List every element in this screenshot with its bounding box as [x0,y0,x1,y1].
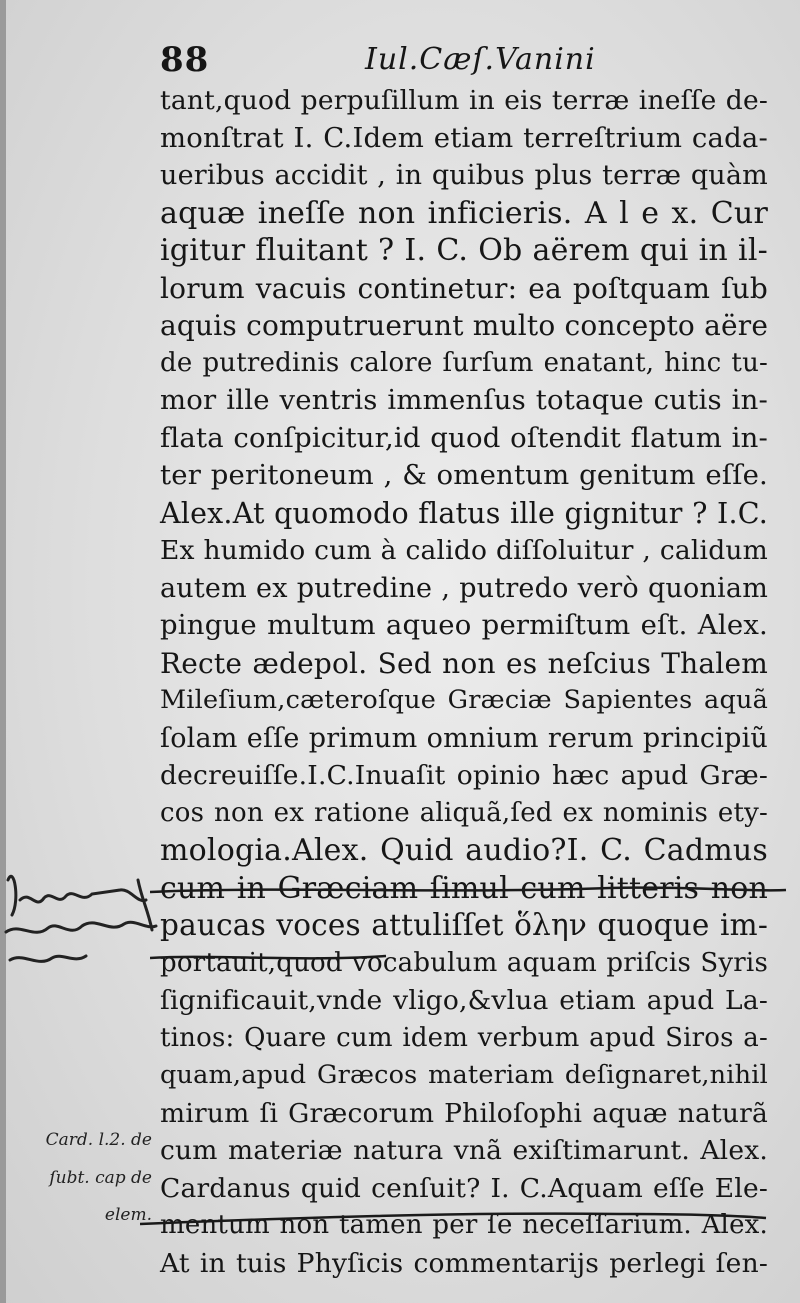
margin-note-line: ſubt. cap de [49,1167,152,1188]
text-line: Ex humido cum à calido diſſoluitur , calidum [160,535,768,566]
text-line: Mileſium,cæteroſque Græciæ Sapientes aquã [160,685,768,715]
text-line: ſolam eſſe primum omnium rerum principiũ [160,722,768,754]
margin-note-line: elem. [104,1205,152,1225]
text-line: cum materiæ natura vnã exiſtimarunt. Alex. [160,1135,768,1166]
text-line: ſignificauit,vnde vligo,&vlua etiam apud La- [160,985,768,1016]
text-line: mologia.Alex. Quid audio?I. C. Cadmus [160,833,768,868]
text-line: ueribus accidit , in quibus plus terræ quàm [160,160,768,191]
text-line: monſtrat I. C.Idem etiam terreſtrium cada- [160,121,768,154]
text-line: cos non ex ratione aliquã,ſed ex nominis ety- [160,797,768,828]
text-line: Cardanus quid cenſuit? I. C.Aquam eſſe Ele- [160,1172,768,1204]
running-title: Iul.Cæſ.Vanini [365,42,596,77]
margin-note [20,1122,152,1235]
text-line: portauit,quod vocabulum aquam priſcis Syris [160,947,768,978]
text-line: ter peritoneum , & omentum genitum eſſe. [160,459,768,491]
margin-note-line: Card. l.2. de [45,1130,152,1150]
text-line: mor ille ventris immenſus totaque cutis in- [160,384,768,416]
ink-underline-3 [140,1208,770,1228]
text-line: Alex.At quomodo flatus ille gignitur ? I.C. [160,496,768,530]
handwritten-annotation [0,860,160,980]
text-line: mirum ſi Græcorum Philoſophi aquæ naturã [160,1097,768,1129]
text-line: paucas voces attuliſſet ὅλην quoque im- [160,908,768,942]
text-line: cum in Græciam ſimul cum litteris non [160,870,768,906]
text-line: At in tuis Phyſicis commentarijs perlegi ſen- [160,1247,768,1279]
page-edge-shadow [0,0,6,1303]
text-line: igitur fluitant ? I. C. Ob aërem qui in il- [160,233,768,268]
page-number: 88 [160,40,210,80]
text-line: tant,quod perpuſillum in eis terræ ineſſe de- [160,85,768,116]
body-text [160,82,768,1282]
text-line: de putredinis calore ſurſum enatant, hinc tu- [160,347,768,378]
text-line: quam,apud Græcos materiam deſignaret,nihil [160,1060,768,1090]
text-line: aquis computruerunt multo concepto aëre [160,309,769,342]
text-line: flata conſpicitur,id quod oſtendit flatum in- [160,421,768,454]
text-line: pingue multum aqueo permiſtum eſt. Alex. [160,609,768,641]
ink-underline-2 [150,952,390,964]
ink-underline-1 [150,884,790,896]
running-head [160,40,780,80]
text-line: Recte ædepol. Sed non es neſcius Thalem [160,646,768,680]
text-line: autem ex putredine , putredo verò quoniam [160,572,768,604]
text-line: aquæ ineſſe non inficieris. A l e x. Cur [160,195,768,231]
text-line: tinos: Quare cum idem verbum apud Siros a- [160,1022,768,1053]
text-line: decreuiſſe.I.C.Inuaſit opinio hæc apud Græ- [160,760,768,791]
text-line: mentum non tamen per ſe neceſſarium. Alex. [160,1210,768,1240]
text-line: lorum vacuis continetur: ea poſtquam ſub [160,271,768,305]
